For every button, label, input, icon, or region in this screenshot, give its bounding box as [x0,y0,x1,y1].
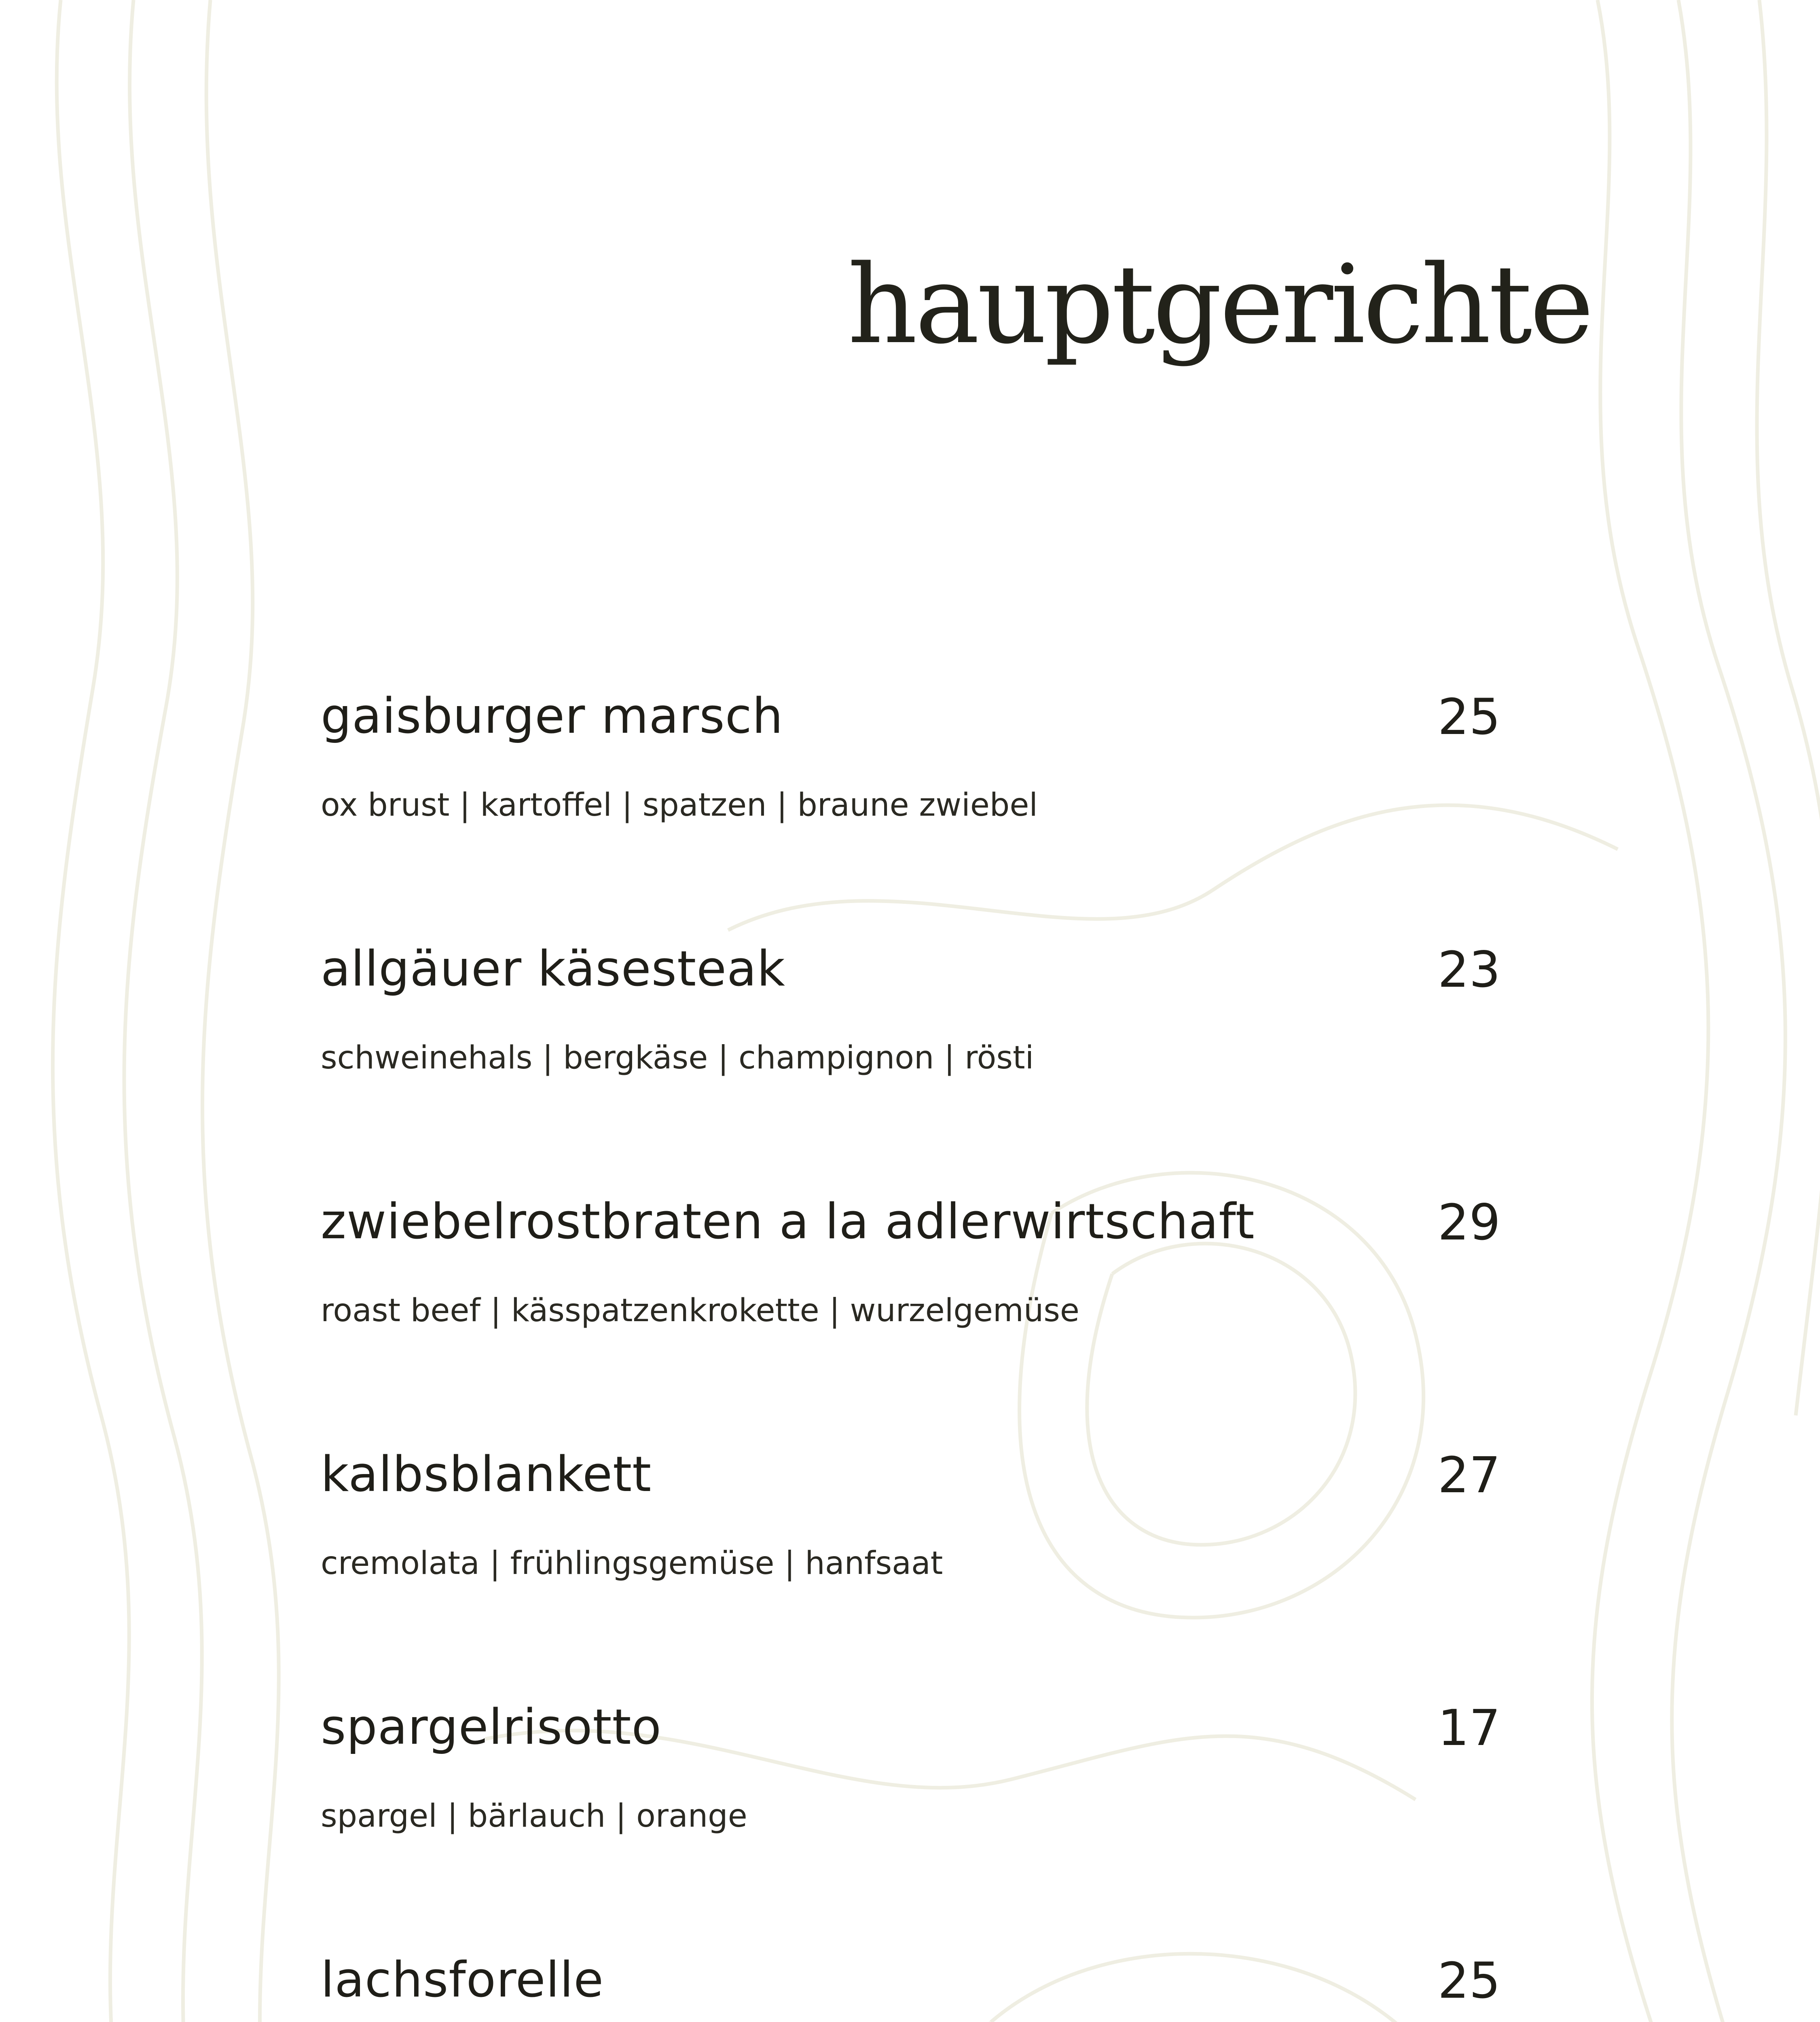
menu-item [321,1698,1500,1951]
menu-item [321,687,1500,940]
dish-name: kalbsblankett [321,1447,652,1503]
dish-name: spargelrisotto [321,1699,662,1756]
dish-description: ox brust | kartoffel | spatzen | braune zwiebel [321,787,1038,823]
dish-list [321,687,1500,2022]
dish-name: allgäuer käsesteak [321,941,785,997]
dish-description: roast beef | kässpatzenkrokette | wurzelgemüse [321,1292,1079,1329]
dish-price: 25 [1437,688,1500,746]
dish-name: lachsforelle [321,1952,604,2008]
menu-item [321,1193,1500,1446]
dish-description: schweinehals | bergkäse | champignon | rösti [321,1040,1034,1076]
dish-name: gaisburger marsch [321,688,783,745]
page-title: hauptgerichte [847,242,1591,368]
dish-name: zwiebelrostbraten a la adlerwirtschaft [321,1194,1255,1250]
dish-description: cremolata | frühlingsgemüse | hanfsaat [321,1545,943,1582]
dish-price: 29 [1437,1194,1500,1251]
menu-item [321,1951,1500,2022]
dish-price: 17 [1437,1699,1500,1757]
dish-price: 25 [1437,1952,1500,2009]
dish-price: 23 [1437,941,1500,998]
menu-item [321,940,1500,1193]
dish-price: 27 [1437,1447,1500,1504]
menu-item [321,1446,1500,1698]
dish-description: spargel | bärlauch | orange [321,1798,747,1834]
